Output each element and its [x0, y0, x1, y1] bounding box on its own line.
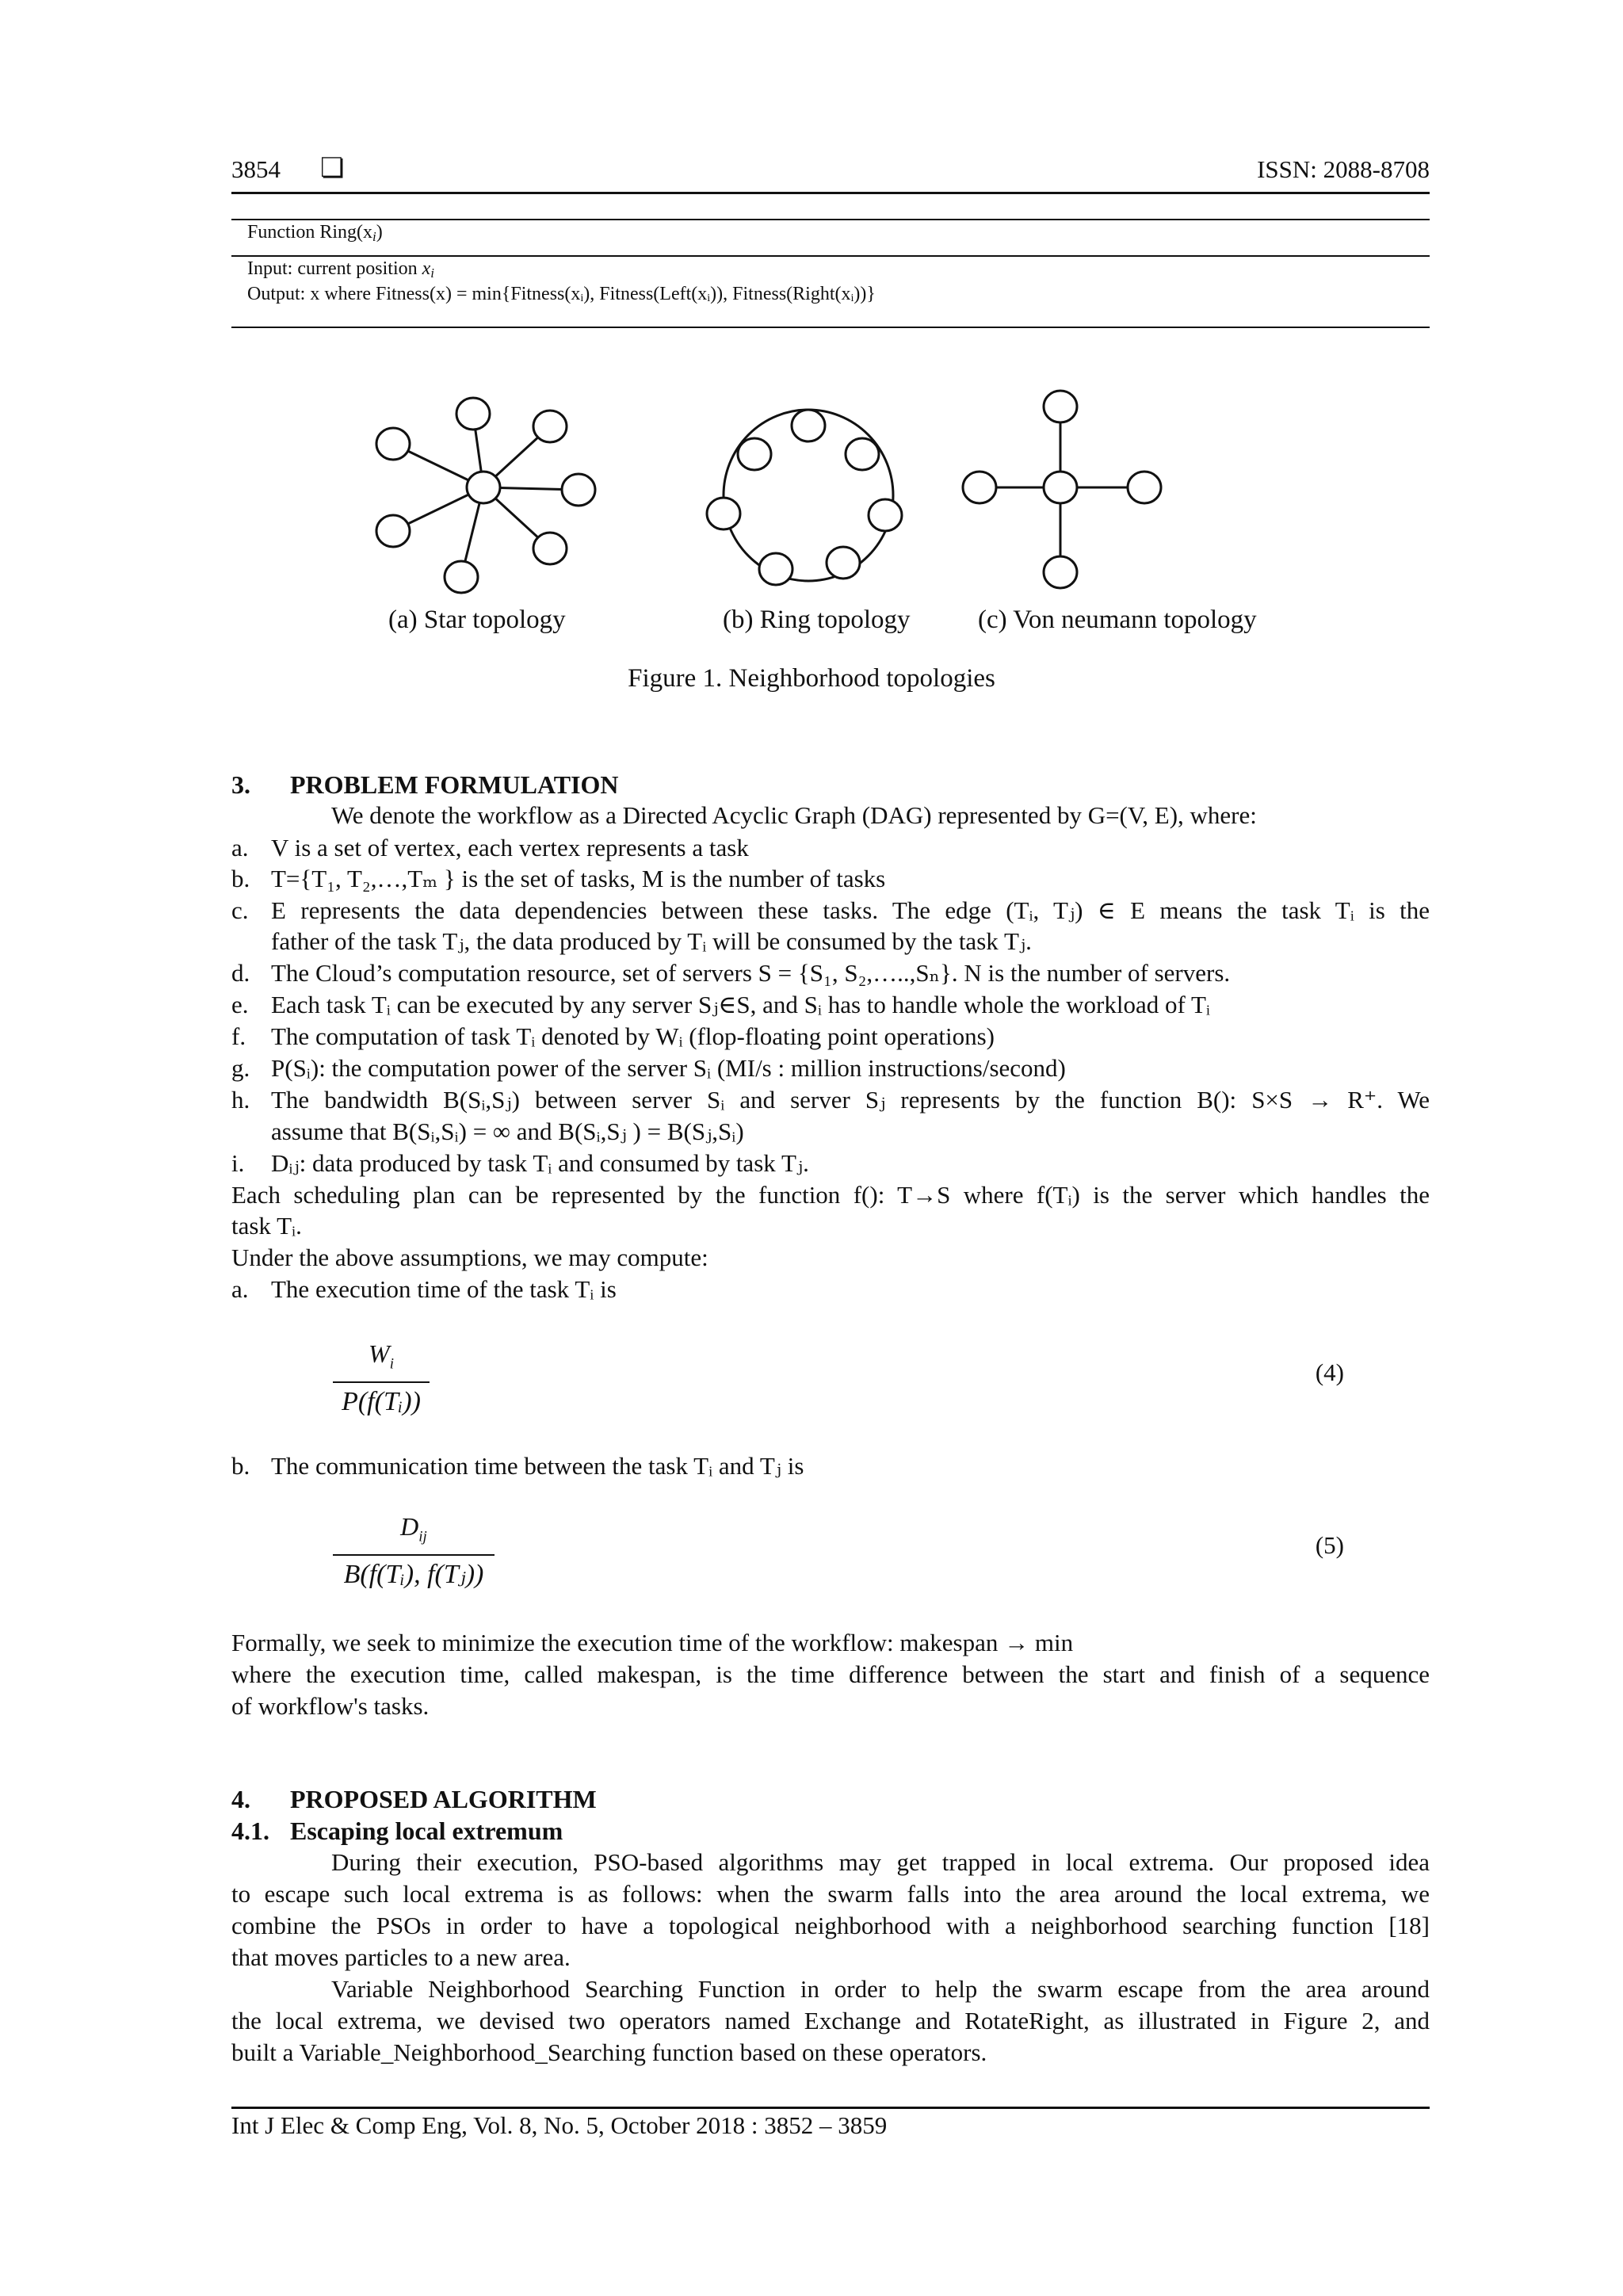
- list-item: E represents the data dependencies between these tasks. The edge (Tᵢ, Tⱼ) ∈ E means the task Tᵢ is the: [271, 896, 1430, 924]
- subcaption-star: (a) Star topology: [388, 606, 566, 634]
- equation-5: [333, 1512, 495, 1591]
- makespan-definition-line: of workflow's tasks.: [231, 1692, 430, 1720]
- issn: ISSN: 2088-8708: [1257, 155, 1430, 183]
- algo-top-rule: [231, 219, 1430, 220]
- list-marker: b.: [231, 1452, 250, 1480]
- footer-citation: Int J Elec & Comp Eng, Vol. 8, No. 5, October 2018 : 3852 – 3859: [231, 2111, 888, 2139]
- algo-title: Function Ring(xi): [247, 222, 383, 244]
- section4-heading: PROPOSED ALGORITHM: [290, 1785, 597, 1813]
- list-item: The Cloud’s computation resource, set of servers S = {S₁, S₂,…..,Sₙ}. N is the number of servers.: [271, 959, 1231, 987]
- list-marker: a.: [231, 834, 249, 861]
- eq4-fraction-bar: [333, 1381, 430, 1383]
- list-item: The bandwidth B(Sᵢ,Sⱼ) between server Sᵢ and server Sⱼ represents by the function B(): S×S → R⁺. We: [271, 1086, 1430, 1114]
- eq5-denominator: B(f(Tᵢ), f(Tⱼ)): [343, 1560, 484, 1590]
- figure-caption: Figure 1. Neighborhood topologies: [628, 664, 995, 693]
- list-item: T={T₁, T₂,…,Tₘ } is the set of tasks, M is the number of tasks: [271, 865, 886, 892]
- list-marker: g.: [231, 1054, 250, 1082]
- algo-output: Output: x where Fitness(x) = min{Fitness(xᵢ), Fitness(Left(xᵢ)), Fitness(Right(xᵢ))}: [247, 284, 876, 304]
- paragraph-line: built a Variable_Neighborhood_Searching function based on these operators.: [231, 2038, 987, 2066]
- list-marker: d.: [231, 959, 250, 987]
- paragraph-line: the local extrema, we devised two operators named Exchange and RotateRight, as illustrated in Figure 2, and: [231, 2007, 1430, 2034]
- eq5-fraction-bar: [333, 1554, 495, 1556]
- scheduling-plan-line: task Tᵢ.: [231, 1212, 302, 1240]
- algo-input: Input: current position xi: [247, 258, 435, 281]
- section3-heading: PROBLEM FORMULATION: [290, 770, 619, 799]
- list-marker: b.: [231, 865, 250, 892]
- section3-intro: We denote the workflow as a Directed Acyclic Graph (DAG) represented by G=(V, E), where:: [331, 801, 1257, 829]
- header-rule: [231, 192, 1430, 194]
- list-item-continuation: assume that B(Sᵢ,Sᵢ) = ∞ and B(Sᵢ,Sⱼ ) = B(Sⱼ,Sᵢ): [271, 1117, 744, 1145]
- list-marker: f.: [231, 1022, 246, 1050]
- subsection-heading: Escaping local extremum: [290, 1817, 563, 1845]
- paragraph-line: Variable Neighborhood Searching Function in order to help the swarm escape from the area around: [331, 1975, 1430, 2003]
- paragraph-line: to escape such local extrema is as follows: when the swarm falls into the area around the local extrema, we: [231, 1880, 1430, 1908]
- eq4-numerator: $W_i$: [369, 1339, 394, 1373]
- von-neumann-topology-diagram: [963, 391, 1161, 588]
- list-marker: h.: [231, 1086, 250, 1114]
- execution-time-line: The execution time of the task Tᵢ is: [271, 1275, 617, 1303]
- algo-bottom-rule: [231, 327, 1430, 328]
- eq4-denominator: P(f(Tᵢ)): [342, 1387, 421, 1417]
- list-item: The computation of task Tᵢ denoted by Wᵢ (flop-floating point operations): [271, 1022, 995, 1050]
- subcaption-ring: (b) Ring topology: [723, 606, 911, 634]
- list-item: P(Sᵢ): the computation power of the server Sᵢ (MI/s : million instructions/second): [271, 1054, 1066, 1082]
- eq4-label: (4): [1315, 1358, 1344, 1386]
- star-topology-diagram: [376, 398, 595, 593]
- subcaption-von-neumann: (c) Von neumann topology: [978, 606, 1257, 634]
- list-item: Each task Tᵢ can be executed by any server Sⱼ∈S, and Sᵢ has to handle whole the workload of Tᵢ: [271, 991, 1210, 1018]
- list-marker: i.: [231, 1149, 245, 1177]
- page-number: 3854: [231, 155, 281, 183]
- equation-4: [333, 1339, 430, 1418]
- eq5-numerator: $D_{ij}$: [400, 1512, 427, 1545]
- ring-topology-diagram: [707, 410, 902, 585]
- eq5-label: (5): [1315, 1531, 1344, 1559]
- paragraph-line: that moves particles to a new area.: [231, 1943, 571, 1971]
- list-marker: e.: [231, 991, 249, 1018]
- assumptions-line: Under the above assumptions, we may compute:: [231, 1244, 708, 1271]
- list-marker: c.: [231, 896, 249, 924]
- algo-mid-rule: [231, 255, 1430, 257]
- subsection-number: 4.1.: [231, 1817, 269, 1845]
- list-item-continuation: father of the task Tⱼ, the data produced by Tᵢ will be consumed by the task Tⱼ.: [271, 927, 1032, 955]
- topology-figure: [349, 372, 1300, 602]
- section4-number: 4.: [231, 1785, 250, 1813]
- makespan-definition-line: where the execution time, called makespan, is the time difference between the start and finish of a sequence: [231, 1660, 1430, 1688]
- footer-rule: [231, 2107, 1430, 2109]
- formal-objective-line: Formally, we seek to minimize the execution time of the workflow: makespan → min: [231, 1629, 1074, 1656]
- scheduling-plan-line: Each scheduling plan can be represented by the function f(): T→S where f(Tᵢ) is the server which handles the: [231, 1181, 1430, 1209]
- box-glyph-icon: ❏: [320, 154, 345, 183]
- list-marker: a.: [231, 1275, 249, 1303]
- paragraph-line: combine the PSOs in order to have a topological neighborhood with a neighborhood searching function [18]: [231, 1912, 1430, 1939]
- section3-number: 3.: [231, 770, 250, 799]
- list-item: Dᵢⱼ: data produced by task Tᵢ and consumed by task Tⱼ.: [271, 1149, 809, 1177]
- list-item: V is a set of vertex, each vertex represents a task: [271, 834, 749, 861]
- paragraph-line: During their execution, PSO-based algorithms may get trapped in local extrema. Our proposed idea: [331, 1848, 1430, 1876]
- communication-time-line: The communication time between the task Tᵢ and Tⱼ is: [271, 1452, 804, 1480]
